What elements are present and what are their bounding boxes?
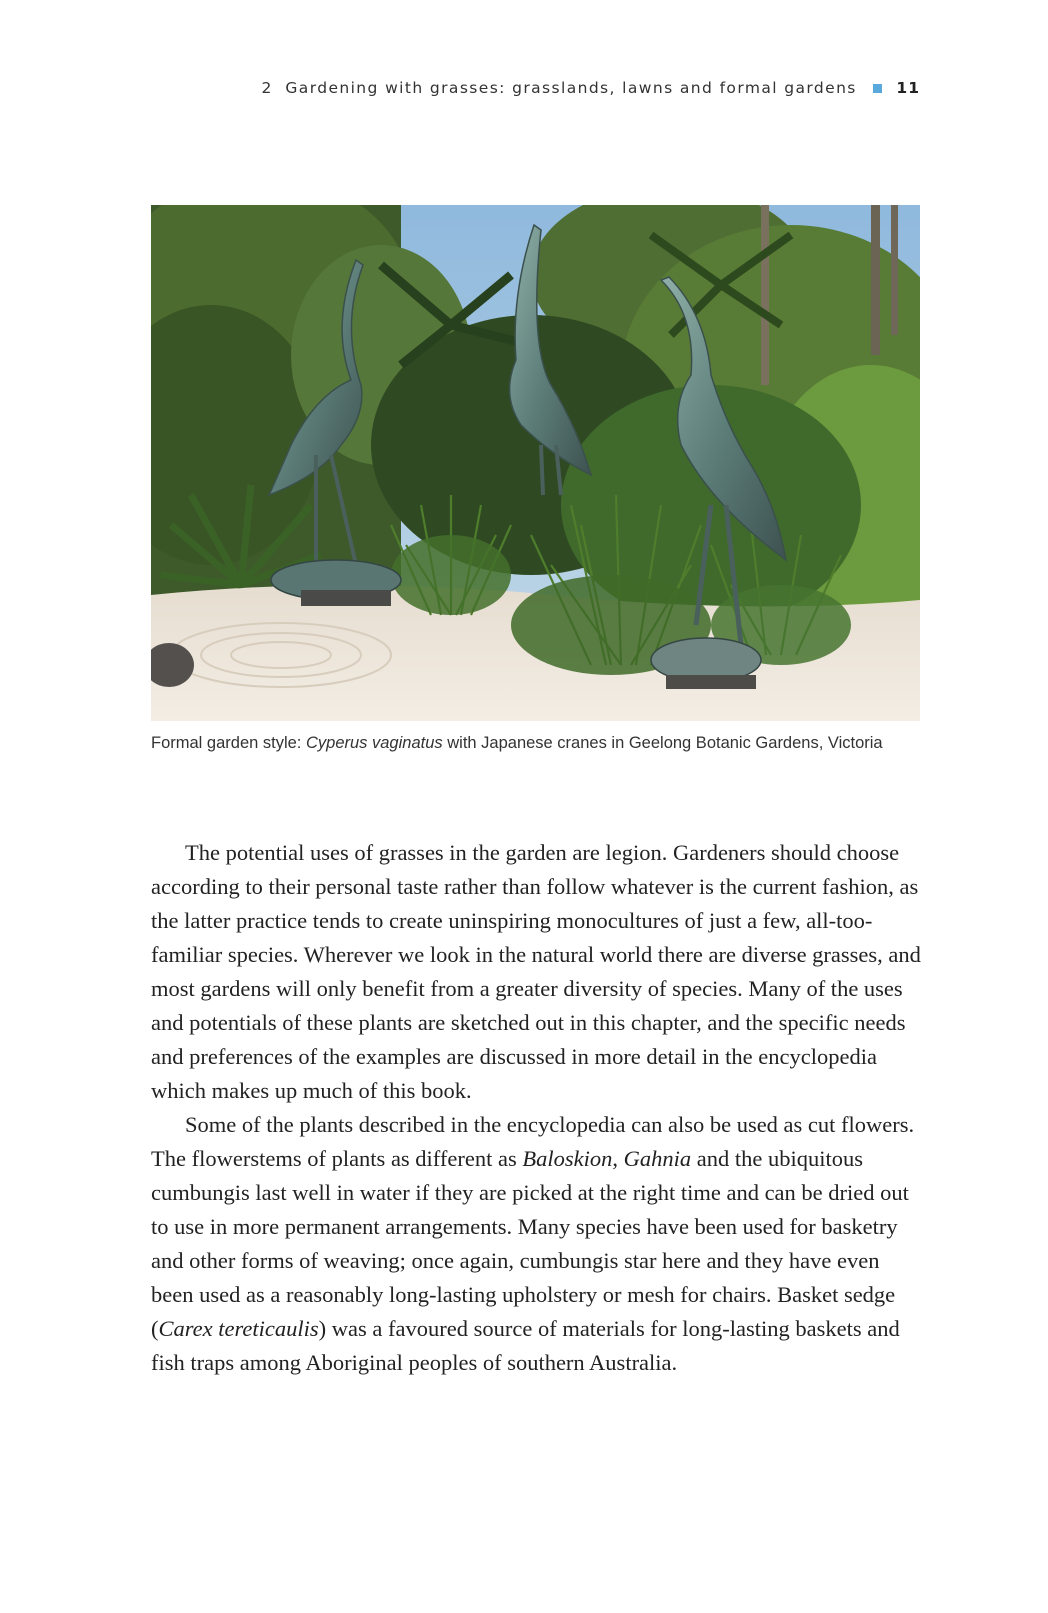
square-bullet-icon bbox=[873, 84, 882, 93]
garden-photo bbox=[151, 205, 920, 721]
chapter-title: Gardening with grasses: grasslands, lawns and formal gardens bbox=[285, 79, 857, 97]
paragraph-2-part-b: , bbox=[612, 1146, 624, 1171]
caption-species: Cyperus vaginatus bbox=[305, 734, 443, 752]
running-head bbox=[150, 79, 920, 97]
body-text bbox=[151, 836, 923, 1380]
paragraph-2-part-d: ) was a favoured source of materials for long-lasting baskets and fish traps among Aboriginal peoples of southern Australia. bbox=[151, 1316, 900, 1375]
paragraph-2-part-a: Some of the plants described in the encyclopedia can also be used as cut flowers. The flowerstems of plants as different as bbox=[151, 1112, 915, 1171]
genus-baloskion: Baloskion bbox=[522, 1146, 613, 1171]
paragraph-2-part-c: and the ubiquitous cumbungis last well in water if they are picked at the right time and can be dried out to use in more permanent arrangements. Many species have been used for basketry and other forms of weaving; once again, cumbungis star here and they have even been used as a reasonably long-lasting upholstery or mesh for chairs. Basket sedge ( bbox=[151, 1146, 909, 1341]
caption-lead: Formal garden style: bbox=[151, 734, 306, 752]
paragraph-1: The potential uses of grasses in the garden are legion. Gardeners should choose according to their personal taste rather than follow whatever is the current fashion, as the latter practice tends to create uninspiring monocultures of just a few, all-too-familiar species. Wherever we look in the natural world there are diverse grasses, and most gardens will only benefit from a greater diversity of species. Many of the uses and potentials of these plants are sketched out in this chapter, and the specific needs and preferences of the examples are discussed in more detail in the encyclopedia which makes up much of this book. bbox=[151, 840, 921, 1103]
chapter-number: 2 bbox=[261, 79, 273, 97]
page-number: 11 bbox=[896, 79, 920, 97]
figure-caption bbox=[151, 730, 921, 756]
paragraph-2 bbox=[151, 1108, 923, 1380]
species-carex: Carex tereticaulis bbox=[158, 1316, 319, 1341]
caption-rest: with Japanese cranes in Geelong Botanic Gardens, Victoria bbox=[442, 734, 883, 752]
genus-gahnia: Gahnia bbox=[623, 1146, 692, 1171]
